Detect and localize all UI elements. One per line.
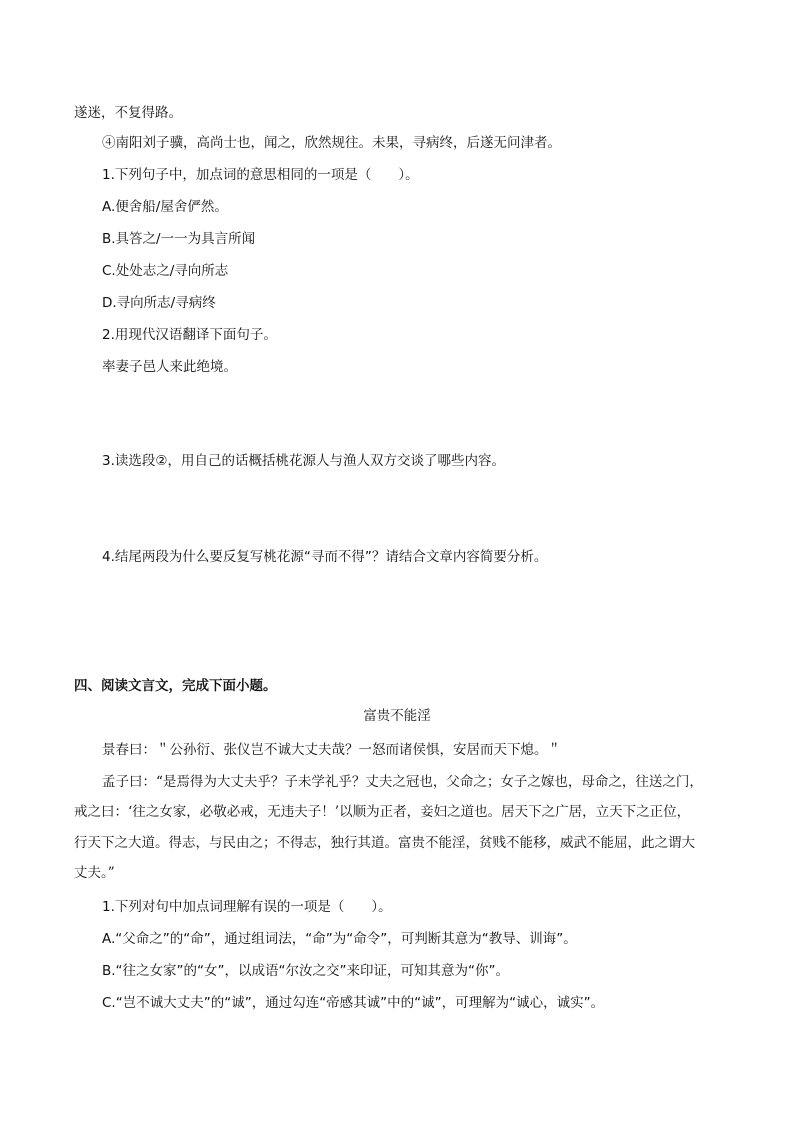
passage-text-line: 景春曰：＂公孙衍、张仪岂不诚大丈夫哉？一怒而诸侯惧，安居而天下熄。＂ <box>102 742 561 758</box>
section-four-heading: 四、阅读文言文，完成下面小题。 <box>74 678 277 694</box>
section-four-question-1-option-a: A.“父命之”的“命”，通过组词法，“命”为“命令”，可判断其意为“教导、训诲”。 <box>102 931 577 947</box>
question-1-option-a: A.便舍船/屋舍俨然。 <box>102 199 228 215</box>
section-four-question-1-option-b: B.“往之女家”的“女”，以成语“尔汝之交”来印证，可知其意为“你”。 <box>102 963 510 979</box>
passage-text-line: 丈夫。” <box>74 865 115 881</box>
passage-text-line: 戒之曰：‘往之女家，必敬必戒，无违夫子！’以顺为正者，妾妇之道也。居天下之广居，立天下之正位， <box>74 804 691 820</box>
section-four-question-1-stem: 1.下列对句中加点词理解有误的一项是（ ）。 <box>102 899 392 915</box>
question-3-stem: 3.读选段②，用自己的话概括桃花源人与渔人双方交谈了哪些内容。 <box>102 453 505 469</box>
question-1-option-c: C.处处志之/寻向所志 <box>102 263 229 279</box>
passage-text-line: 孟子曰：“是焉得为大丈夫乎？子未学礼乎？丈夫之冠也，父命之；女子之嫁也，母命之，往送之门， <box>102 774 703 790</box>
passage-title: 富贵不能淫 <box>363 708 431 724</box>
question-2-sentence: 率妻子邑人来此绝境。 <box>102 359 237 375</box>
question-4-stem: 4.结尾两段为什么要反复写桃花源“寻而不得”？请结合文章内容简要分析。 <box>102 549 548 565</box>
question-1-stem: 1.下列句子中，加点词的意思相同的一项是（ ）。 <box>102 167 419 183</box>
passage-text-line: 行天下之大道。得志，与民由之；不得志，独行其道。富贵不能淫，贫贱不能移，威武不能屈，此之谓大 <box>74 835 695 851</box>
section-four-question-1-option-c: C.“岂不诚大丈夫”的“诚”，通过勾连“帝感其诚”中的“诚”，可理解为“诚心，诚实”。 <box>102 995 605 1011</box>
question-1-option-d: D.寻向所志/寻病终 <box>102 295 216 311</box>
passage-paragraph-4: ④南阳刘子骥，高尚士也，闻之，欣然规往。未果，寻病终，后遂无问津者。 <box>102 135 561 151</box>
question-2-stem: 2.用现代汉语翻译下面句子。 <box>102 327 277 343</box>
question-1-option-b: B.具答之/一一为具言所闻 <box>102 231 256 247</box>
passage-line: 遂迷，不复得路。 <box>74 105 182 121</box>
